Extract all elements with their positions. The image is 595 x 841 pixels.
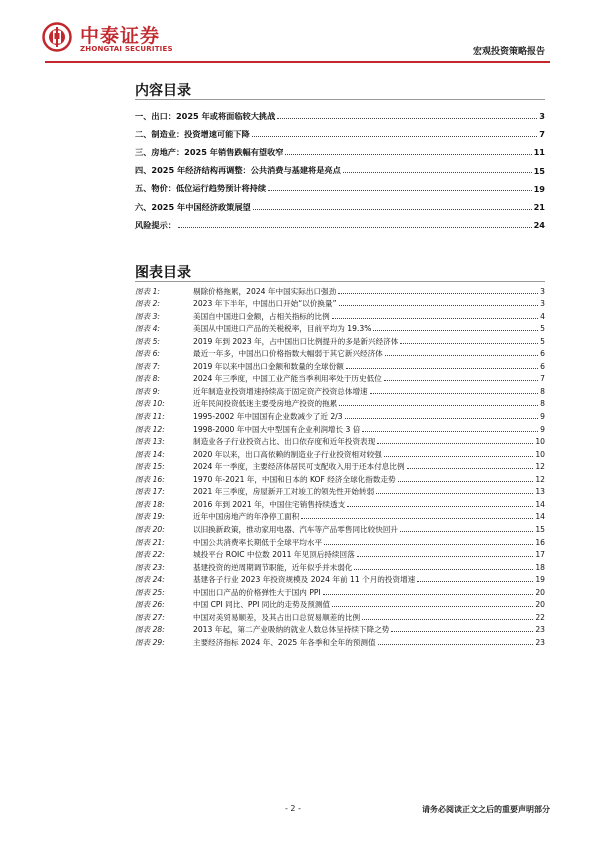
leader-dots xyxy=(285,154,531,155)
leader-dots xyxy=(343,172,532,173)
leader-dots xyxy=(407,468,534,469)
contents-item-page: 7 xyxy=(539,129,545,140)
leader-dots xyxy=(338,293,538,294)
figure-item-title: 2019 年以来中国出口金额和数量的全球份额 xyxy=(193,361,344,371)
figure-item[interactable] xyxy=(135,299,545,309)
figure-item-page: 14 xyxy=(535,499,545,509)
leader-dots xyxy=(362,431,538,432)
figure-item-title: 2023 年下半年，中国出口开始“以价换量” xyxy=(193,299,337,309)
figure-item-page: 8 xyxy=(540,386,545,396)
figure-item-page: 12 xyxy=(535,474,545,484)
figure-item-label: 图表 22: xyxy=(135,550,165,560)
figure-item-page: 9 xyxy=(540,412,545,421)
figure-item-page: 8 xyxy=(540,399,545,409)
figure-item-title: 2024 年三季度，中国工业产能当季利用率处于历史低位 xyxy=(193,374,382,384)
figure-item-title: 2016 年到 2021 年，中国住宅销售持续透支 xyxy=(193,499,346,509)
contents-item-title: 三、房地产：2025 年销售跌幅有望收窄 xyxy=(135,146,284,157)
figure-item-page: 17 xyxy=(535,550,545,560)
figure-item[interactable] xyxy=(135,487,545,497)
figure-item[interactable] xyxy=(135,324,545,334)
leader-dots xyxy=(400,531,533,532)
leader-dots xyxy=(345,418,539,419)
figures-title: 图表目录 xyxy=(135,265,191,281)
figure-item-label: 图表 23: xyxy=(135,562,165,572)
leader-dots xyxy=(376,493,533,494)
figure-item[interactable] xyxy=(135,575,545,585)
figure-item-label: 图表 21: xyxy=(135,537,165,547)
figure-item-label: 图表 13: xyxy=(135,437,165,447)
figure-item-label: 图表 20: xyxy=(135,524,165,534)
leader-dots xyxy=(384,456,534,457)
contents-item-title: 一、出口：2025 年或将面临较大挑战 xyxy=(135,110,276,121)
figure-item-label: 图表 8: xyxy=(135,374,160,384)
figure-item-page: 5 xyxy=(540,336,545,346)
contents-item-title: 四、2025 年经济结构再调整：公共消费与基建将是亮点 xyxy=(135,165,341,176)
figure-item-label: 图表 27: xyxy=(135,612,165,622)
contents-item-page: 3 xyxy=(539,111,545,121)
zhongtai-logo-icon xyxy=(42,22,72,52)
figure-item-title: 1995-2002 年中国国有企业数减少了近 2/3 xyxy=(193,412,343,421)
leader-dots xyxy=(332,606,533,607)
figure-item-page: 20 xyxy=(535,600,545,610)
leader-dots xyxy=(178,227,532,228)
leader-dots xyxy=(378,644,534,645)
leader-dots xyxy=(384,380,538,381)
figure-item[interactable] xyxy=(135,637,545,647)
report-type: 宏观投资策略报告 xyxy=(472,47,545,57)
figure-item[interactable] xyxy=(135,424,545,434)
contents-item-title: 风险提示： xyxy=(135,219,176,230)
figure-item[interactable] xyxy=(135,600,545,610)
figure-item-page: 23 xyxy=(535,625,545,635)
contents-item-title: 六、2025 年中国经济政策展望 xyxy=(135,201,251,212)
contents-item[interactable] xyxy=(135,165,545,177)
figure-item-page: 16 xyxy=(535,537,545,547)
figure-item[interactable] xyxy=(135,474,545,484)
figure-item-title: 剔除价格拖累，2024 年中国实际出口强劲 xyxy=(193,286,337,296)
figure-item-page: 22 xyxy=(535,612,545,622)
leader-dots xyxy=(400,343,538,344)
figure-item[interactable] xyxy=(135,361,545,371)
leader-dots xyxy=(301,518,533,519)
leader-dots xyxy=(370,393,539,394)
figure-item-label: 图表 15: xyxy=(135,462,165,472)
figure-item-page: 12 xyxy=(535,462,545,472)
figure-item-label: 图表 16: xyxy=(135,474,165,484)
figure-item-page: 20 xyxy=(535,587,545,597)
figure-item-page: 5 xyxy=(540,324,545,334)
leader-dots xyxy=(417,581,533,582)
figure-item-title: 2020 年以来，出口高依赖的制造业子行业投资相对较强 xyxy=(193,449,382,459)
leader-dots xyxy=(253,209,532,210)
figure-item[interactable] xyxy=(135,537,545,547)
figure-item-title: 中国公共消费率长期低于全球平均水平 xyxy=(193,537,323,547)
figure-item-label: 图表 28: xyxy=(135,625,165,635)
logo-chinese-name: 中泰证券 xyxy=(80,25,161,47)
leader-dots xyxy=(252,136,538,137)
figure-item-title: 2021 年三季度，房屋新开工对竣工的领先性开始转弱 xyxy=(193,487,375,497)
contents-item[interactable] xyxy=(135,219,545,231)
figure-item-page: 14 xyxy=(535,512,545,522)
leader-dots xyxy=(268,190,532,191)
figure-item-title: 2019 年到 2023 年，占中国出口比例提升的多是新兴经济体 xyxy=(193,336,399,346)
figure-item-page: 9 xyxy=(540,424,545,434)
figure-item-label: 图表 17: xyxy=(135,487,165,497)
contents-title-rule xyxy=(135,99,545,100)
figure-item-title: 1970 年-2021 年，中国和日本的 KOF 经济全球化指数走势 xyxy=(193,474,396,484)
figure-item[interactable] xyxy=(135,612,545,622)
figure-item-title: 2024 年一季度，主要经济体居民可支配收入用于还本付息比例 xyxy=(193,462,405,472)
contents-item[interactable] xyxy=(135,128,545,140)
figure-item-page: 3 xyxy=(540,286,545,296)
contents-item[interactable] xyxy=(135,110,545,122)
figure-item[interactable] xyxy=(135,562,545,572)
figure-item-label: 图表 6: xyxy=(135,349,160,359)
contents-item[interactable] xyxy=(135,146,545,158)
figure-item-label: 图表 26: xyxy=(135,600,165,610)
figure-item-label: 图表 24: xyxy=(135,575,165,585)
figure-item-title: 近年中国房地产的年净停工面积 xyxy=(193,512,300,522)
figure-item-title: 美国自中国进口金额，占相关指标的比例 xyxy=(193,311,330,321)
figure-item-page: 7 xyxy=(540,374,545,384)
logo-english-name: ZHONGTAI SECURITIES xyxy=(80,45,173,53)
figure-item[interactable] xyxy=(135,462,545,472)
contents-item[interactable] xyxy=(135,183,545,195)
figure-item[interactable] xyxy=(135,386,545,396)
figure-item-page: 6 xyxy=(540,361,545,371)
figure-item-label: 图表 18: xyxy=(135,499,165,509)
figure-item-page: 10 xyxy=(535,449,545,459)
figure-item-title: 制造业各子行业投资占比、出口依存度和近年投资表现 xyxy=(193,437,376,447)
figure-item-title: 美国从中国进口产品的关税税率，目前平均为 19.3% xyxy=(193,324,372,334)
figure-item-page: 3 xyxy=(540,299,545,309)
contents-item-page: 24 xyxy=(533,220,545,231)
figure-item-page: 18 xyxy=(535,562,545,572)
leader-dots xyxy=(398,481,534,482)
leader-dots xyxy=(391,631,533,632)
disclaimer-note: 请务必阅读正文之后的重要声明部分 xyxy=(422,805,550,814)
figure-item-label: 图表 4: xyxy=(135,324,160,334)
leader-dots xyxy=(324,544,533,545)
figure-item-label: 图表 7: xyxy=(135,361,160,371)
leader-dots xyxy=(323,594,534,595)
figure-item[interactable] xyxy=(135,499,545,509)
contents-item-title: 二、制造业：投资增速可能下降 xyxy=(135,128,250,139)
header-divider xyxy=(45,61,550,63)
figure-item-title: 2013 年起，第二产业吸纳的就业人数总体呈持续下降之势 xyxy=(193,625,390,635)
figure-item-page: 6 xyxy=(540,349,545,359)
figure-item-label: 图表 3: xyxy=(135,311,160,321)
figure-item[interactable] xyxy=(135,336,545,346)
figure-item-title: 中国出口产品的价格弹性大于国内 PPI xyxy=(193,587,321,597)
leader-dots xyxy=(339,305,539,306)
figure-item[interactable] xyxy=(135,449,545,459)
figure-item-title: 基建各子行业 2023 年投资规模及 2024 年前 11 个月的投资增速 xyxy=(193,575,416,585)
figure-item-title: 基建投资的逆周期调节职能，近年似乎并未弱化 xyxy=(193,562,353,572)
figure-item-title: 城投平台 ROIC 中位数 2011 年见顶后持续回落 xyxy=(193,550,355,560)
figures-title-rule xyxy=(135,281,545,282)
figure-item-label: 图表 9: xyxy=(135,386,160,396)
figure-item-label: 图表 25: xyxy=(135,587,165,597)
figure-item[interactable] xyxy=(135,625,545,635)
figure-item[interactable] xyxy=(135,550,545,560)
figure-item-label: 图表 12: xyxy=(135,424,165,434)
figure-item[interactable] xyxy=(135,374,545,384)
figure-item[interactable] xyxy=(135,286,545,296)
figure-item-title: 以旧换新政策，推动家用电器、汽车等产品零售同比较快回升 xyxy=(193,524,399,534)
leader-dots xyxy=(339,405,538,406)
figure-item[interactable] xyxy=(135,587,545,597)
leader-dots xyxy=(347,506,533,507)
figure-item-label: 图表 2: xyxy=(135,299,160,309)
leader-dots xyxy=(385,355,538,356)
figure-item-title: 中国对美贸易顺差，及其占出口总贸易顺差的比例 xyxy=(193,612,361,622)
figure-item-title: 主要经济指标 2024 年、2025 年各季和全年的预测值 xyxy=(193,637,376,647)
contents-title: 内容目录 xyxy=(135,83,191,99)
figure-item[interactable] xyxy=(135,412,545,422)
figure-item-page: 19 xyxy=(535,575,545,585)
contents-item-page: 11 xyxy=(533,147,545,158)
figure-item-title: 近年民间投资低迷主要受房地产投资的拖累 xyxy=(193,399,338,409)
figure-item-title: 近年制造业投资增速持续高于固定资产投资总体增速 xyxy=(193,386,368,396)
figure-item[interactable] xyxy=(135,437,545,447)
figure-item-page: 13 xyxy=(535,487,545,497)
contents-item-page: 21 xyxy=(533,202,545,212)
figure-item-label: 图表 11: xyxy=(135,412,165,421)
figure-item[interactable] xyxy=(135,311,545,321)
figure-item[interactable] xyxy=(135,349,545,359)
figure-item-page: 23 xyxy=(535,637,545,647)
leader-dots xyxy=(377,443,533,444)
leader-dots xyxy=(362,619,533,620)
figure-item-title: 中国 CPI 同比、PPI 同比的走势及预测值 xyxy=(193,600,331,610)
leader-dots xyxy=(373,330,538,331)
figure-item[interactable] xyxy=(135,399,545,409)
leader-dots xyxy=(346,368,538,369)
figure-item-page: 10 xyxy=(535,437,545,447)
leader-dots xyxy=(277,118,537,119)
figure-item[interactable] xyxy=(135,524,545,534)
contents-item-page: 15 xyxy=(533,165,545,176)
figure-item[interactable] xyxy=(135,512,545,522)
figure-item-label: 图表 5: xyxy=(135,336,160,346)
figure-item-label: 图表 19: xyxy=(135,512,165,522)
figure-item-label: 图表 14: xyxy=(135,449,165,459)
leader-dots xyxy=(332,318,538,319)
contents-item-page: 19 xyxy=(533,183,545,194)
page-number: - 2 - xyxy=(285,804,301,813)
figure-item-page: 15 xyxy=(535,524,545,534)
figure-item-page: 4 xyxy=(540,311,545,321)
figure-item-label: 图表 1: xyxy=(135,286,160,296)
contents-item[interactable] xyxy=(135,201,545,213)
figure-item-title: 1998-2000 年中国大中型国有企业利润增长 3 倍 xyxy=(193,424,361,434)
page-header xyxy=(0,0,595,70)
leader-dots xyxy=(357,556,534,557)
contents-item-title: 五、物价：低位运行趋势预计将持续 xyxy=(135,183,267,194)
figure-item-title: 最近一年多，中国出口价格指数大幅弱于其它新兴经济体 xyxy=(193,349,383,359)
figure-item-label: 图表 29: xyxy=(135,637,165,647)
figure-item-label: 图表 10: xyxy=(135,399,165,409)
leader-dots xyxy=(354,569,533,570)
